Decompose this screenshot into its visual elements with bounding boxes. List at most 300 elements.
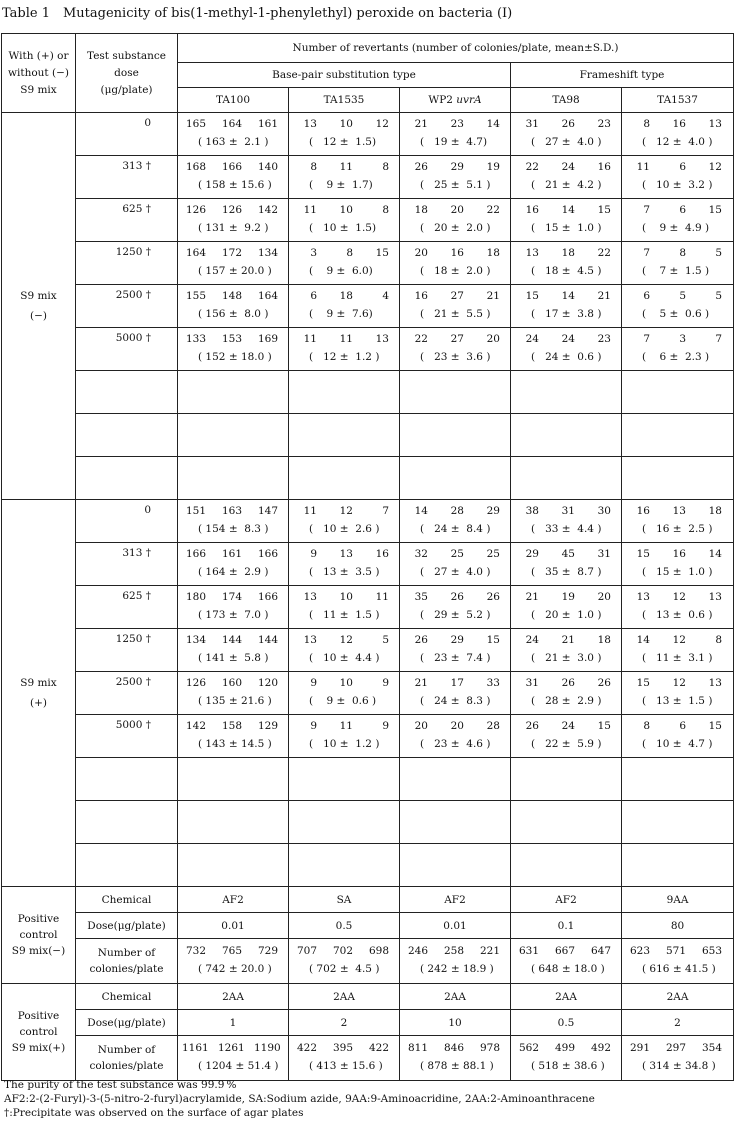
dose-cell: 625 † [76, 586, 178, 629]
mean-sd-value: ( 164 ± 2.9 ) [198, 566, 269, 578]
footnote: The purity of the test substance was 99.9 % [4, 1079, 237, 1091]
dose-label: Dose(μg/plate) [76, 913, 178, 939]
replicate-value: 9 [382, 720, 389, 732]
mean-sd-value: ( 6 ± 2.3 ) [642, 351, 710, 363]
replicate-value: 354 [701, 1042, 722, 1054]
value-cell [178, 586, 289, 629]
replicate-value: 11 [375, 591, 389, 603]
replicate-value: 6 [679, 720, 686, 732]
dose-cell: 5000 † [76, 715, 178, 758]
dose-cell: 10 [400, 1010, 511, 1036]
replicate-value: 35 [414, 591, 428, 603]
replicate-value: 19 [486, 161, 500, 173]
chemical-cell: 9AA [622, 887, 734, 913]
strain-header: TA98 [511, 88, 622, 113]
mean-sd-value: ( 10 ± 4.4 ) [309, 652, 380, 664]
base-pair-header: Base-pair substitution type [178, 63, 511, 88]
replicate-value: 15 [486, 634, 500, 646]
replicate-value: 26 [561, 118, 575, 130]
dose-cell: 5000 † [76, 328, 178, 371]
dose-cell: 2 [622, 1010, 734, 1036]
replicate-value: 7 [643, 204, 650, 216]
value-cell [289, 156, 400, 199]
mean-sd-value: ( 158 ± 15.6 ) [198, 179, 272, 191]
value-cell [289, 672, 400, 715]
dose-cell: 0.5 [511, 1010, 622, 1036]
mean-sd-value: ( 1204 ± 51.4 ) [198, 1060, 279, 1072]
footnotes [4, 1078, 595, 1120]
replicate-value: 702 [332, 945, 353, 957]
mean-sd-value: ( 163 ± 2.1 ) [198, 136, 269, 148]
empty-cell [400, 844, 511, 887]
replicate-value: 647 [590, 945, 611, 957]
replicate-value: 8 [382, 161, 389, 173]
value-cell [622, 156, 734, 199]
replicate-value: 13 [303, 118, 317, 130]
replicate-value: 20 [414, 247, 428, 259]
replicate-value: 15 [708, 204, 722, 216]
replicate-value: 6 [679, 161, 686, 173]
mean-sd-value: ( 157 ± 20.0 ) [198, 265, 272, 277]
replicate-value: 8 [715, 634, 722, 646]
dose-cell: 1250 † [76, 629, 178, 672]
value-cell [400, 156, 511, 199]
replicate-value: 133 [185, 333, 206, 345]
empty-cell [400, 758, 511, 801]
replicate-value: 422 [296, 1042, 317, 1054]
replicate-value: 29 [525, 548, 539, 560]
replicate-value: 25 [450, 548, 464, 560]
mean-sd-value: ( 143 ± 14.5 ) [198, 738, 272, 750]
replicate-value: 499 [554, 1042, 575, 1054]
mean-sd-value: ( 21 ± 3.0 ) [531, 652, 602, 664]
replicate-value: 13 [672, 505, 686, 517]
replicate-value: 21 [486, 290, 500, 302]
replicate-value: 20 [486, 333, 500, 345]
replicate-value: 297 [665, 1042, 686, 1054]
mean-sd-value: ( 15 ± 1.0 ) [531, 222, 602, 234]
replicate-value: 978 [479, 1042, 500, 1054]
mean-sd-value: ( 141 ± 5.8 ) [198, 652, 269, 664]
replicate-value: 13 [525, 247, 539, 259]
value-cell [289, 939, 400, 984]
replicate-value: 164 [221, 118, 242, 130]
empty-cell [178, 457, 289, 500]
replicate-value: 631 [518, 945, 539, 957]
empty-cell [178, 758, 289, 801]
replicate-value: 158 [221, 720, 242, 732]
empty-cell [76, 758, 178, 801]
value-cell [511, 156, 622, 199]
value-cell [289, 500, 400, 543]
replicate-value: 15 [597, 720, 611, 732]
value-cell [178, 156, 289, 199]
replicate-value: 1190 [254, 1042, 281, 1054]
mean-sd-value: ( 21 ± 4.2 ) [531, 179, 602, 191]
value-cell [400, 285, 511, 328]
replicate-value: 11 [339, 333, 353, 345]
replicate-value: 120 [257, 677, 278, 689]
dose-cell: 2500 † [76, 285, 178, 328]
value-cell [511, 199, 622, 242]
value-cell [289, 328, 400, 371]
mean-sd-value: ( 11 ± 3.1 ) [642, 652, 713, 664]
value-cell [622, 113, 734, 156]
replicate-value: 11 [303, 505, 317, 517]
mean-sd-value: ( 23 ± 4.6 ) [420, 738, 491, 750]
replicate-value: 11 [303, 333, 317, 345]
replicate-value: 3 [310, 247, 317, 259]
replicate-value: 33 [486, 677, 500, 689]
replicate-value: 12 [672, 634, 686, 646]
value-cell [178, 715, 289, 758]
replicate-value: 5 [382, 634, 389, 646]
mean-sd-value: ( 131 ± 9.2 ) [198, 222, 269, 234]
value-cell [622, 629, 734, 672]
dose-cell: 0 [76, 500, 178, 543]
replicate-value: 26 [561, 677, 575, 689]
mean-sd-value: ( 19 ± 4.7) [420, 136, 488, 148]
table-row [2, 758, 734, 801]
mean-sd-value: ( 29 ± 5.2 ) [420, 609, 491, 621]
dose-column-header: Test substance dose (μg/plate) [76, 34, 178, 113]
empty-cell [511, 457, 622, 500]
replicate-value: 7 [382, 505, 389, 517]
value-cell [400, 113, 511, 156]
replicate-value: 7 [715, 333, 722, 345]
replicate-value: 15 [375, 247, 389, 259]
mean-sd-value: ( 742 ± 20.0 ) [198, 963, 272, 975]
replicate-value: 8 [310, 161, 317, 173]
mean-sd-value: ( 27 ± 4.0 ) [420, 566, 491, 578]
replicate-value: 25 [486, 548, 500, 560]
replicate-value: 166 [185, 548, 206, 560]
mean-sd-value: ( 9 ± 0.6 ) [309, 695, 377, 707]
replicate-value: 19 [561, 591, 575, 603]
replicate-value: 21 [597, 290, 611, 302]
replicate-value: 12 [339, 634, 353, 646]
empty-cell [178, 844, 289, 887]
dose-cell: 2 [289, 1010, 400, 1036]
replicate-value: 13 [303, 591, 317, 603]
strain-header: TA1537 [622, 88, 734, 113]
table-row [2, 1010, 734, 1036]
value-cell [400, 543, 511, 586]
replicate-value: 24 [525, 634, 539, 646]
value-cell [289, 285, 400, 328]
replicate-value: 23 [597, 118, 611, 130]
empty-cell [289, 371, 400, 414]
mean-sd-value: ( 16 ± 2.5 ) [642, 523, 713, 535]
value-cell [178, 242, 289, 285]
empty-cell [511, 844, 622, 887]
table-row [2, 199, 734, 242]
replicate-value: 22 [486, 204, 500, 216]
replicate-value: 166 [257, 591, 278, 603]
replicate-value: 6 [643, 290, 650, 302]
replicate-value: 163 [221, 505, 242, 517]
table-row [2, 543, 734, 586]
replicate-value: 10 [339, 591, 353, 603]
replicate-value: 13 [339, 548, 353, 560]
table-title: Table 1 Mutagenicity of bis(1-methyl-1-phenylethyl) peroxide on bacteria (I) [2, 6, 513, 21]
mean-sd-value: ( 23 ± 3.6 ) [420, 351, 491, 363]
value-cell [400, 672, 511, 715]
replicate-value: 180 [185, 591, 206, 603]
mean-sd-value: ( 135 ± 21.6 ) [198, 695, 272, 707]
replicate-value: 18 [486, 247, 500, 259]
replicate-value: 142 [185, 720, 206, 732]
value-cell [289, 113, 400, 156]
replicate-value: 623 [629, 945, 650, 957]
replicate-value: 13 [636, 591, 650, 603]
replicate-value: 142 [257, 204, 278, 216]
replicate-value: 166 [221, 161, 242, 173]
mean-sd-value: ( 22 ± 5.9 ) [531, 738, 602, 750]
mean-sd-value: ( 10 ± 1.2 ) [309, 738, 380, 750]
replicate-value: 13 [303, 634, 317, 646]
mean-sd-value: ( 25 ± 5.1 ) [420, 179, 491, 191]
mean-sd-value: ( 21 ± 5.5 ) [420, 308, 491, 320]
replicate-value: 20 [414, 720, 428, 732]
replicate-value: 168 [185, 161, 206, 173]
replicate-value: 422 [368, 1042, 389, 1054]
chemical-cell: 2AA [622, 984, 734, 1010]
replicate-value: 21 [561, 634, 575, 646]
value-cell [622, 285, 734, 328]
replicate-value: 291 [629, 1042, 650, 1054]
replicate-value: 1261 [218, 1042, 245, 1054]
mean-sd-value: ( 152 ± 18.0 ) [198, 351, 272, 363]
mean-sd-value: ( 314 ± 34.8 ) [642, 1060, 716, 1072]
replicate-value: 151 [185, 505, 206, 517]
mean-sd-value: ( 156 ± 8.0 ) [198, 308, 269, 320]
replicate-value: 148 [221, 290, 242, 302]
empty-cell [178, 371, 289, 414]
value-cell [511, 629, 622, 672]
replicate-value: 246 [407, 945, 428, 957]
table-row [2, 457, 734, 500]
replicate-value: 9 [310, 677, 317, 689]
replicate-value: 11 [339, 161, 353, 173]
empty-cell [622, 371, 734, 414]
mean-sd-value: ( 616 ± 41.5 ) [642, 963, 716, 975]
replicate-value: 571 [665, 945, 686, 957]
value-cell [511, 113, 622, 156]
chemical-cell: 2AA [289, 984, 400, 1010]
replicate-value: 26 [525, 720, 539, 732]
value-cell [178, 285, 289, 328]
mean-sd-value: ( 10 ± 1.5) [309, 222, 377, 234]
value-cell [622, 543, 734, 586]
replicate-value: 16 [375, 548, 389, 560]
footnote: †:Precipitate was observed on the surface of agar plates [4, 1107, 304, 1119]
results-table [1, 33, 734, 1081]
replicate-value: 28 [486, 720, 500, 732]
table-row [2, 1036, 734, 1081]
replicate-value: 11 [339, 720, 353, 732]
table-row [2, 801, 734, 844]
chemical-cell: 2AA [400, 984, 511, 1010]
replicate-value: 14 [414, 505, 428, 517]
replicate-value: 14 [486, 118, 500, 130]
replicate-value: 30 [597, 505, 611, 517]
replicate-value: 14 [708, 548, 722, 560]
replicate-value: 18 [708, 505, 722, 517]
replicate-value: 29 [450, 634, 464, 646]
replicate-value: 765 [221, 945, 242, 957]
replicate-value: 18 [339, 290, 353, 302]
replicate-value: 126 [185, 677, 206, 689]
table-row [2, 328, 734, 371]
empty-cell [289, 457, 400, 500]
replicate-value: 653 [701, 945, 722, 957]
replicate-value: 16 [450, 247, 464, 259]
revertants-header: Number of revertants (number of colonies/plate, mean±S.D.) [178, 34, 734, 63]
replicate-value: 20 [450, 204, 464, 216]
chemical-cell: SA [289, 887, 400, 913]
mean-sd-value: ( 17 ± 3.8 ) [531, 308, 602, 320]
replicate-value: 8 [643, 720, 650, 732]
table-row [2, 156, 734, 199]
replicate-value: 12 [708, 161, 722, 173]
replicate-value: 6 [310, 290, 317, 302]
empty-cell [622, 801, 734, 844]
empty-cell [511, 758, 622, 801]
table-row [2, 844, 734, 887]
empty-cell [622, 758, 734, 801]
strain-header: TA1535 [289, 88, 400, 113]
chemical-label: Chemical [76, 984, 178, 1010]
value-cell [511, 1036, 622, 1081]
s9-column-header: With (+) or without (−) S9 mix [2, 34, 76, 113]
value-cell [622, 328, 734, 371]
replicate-value: 140 [257, 161, 278, 173]
replicate-value: 4 [382, 290, 389, 302]
replicate-value: 24 [561, 333, 575, 345]
value-cell [178, 328, 289, 371]
empty-cell [511, 371, 622, 414]
value-cell [400, 629, 511, 672]
replicate-value: 164 [257, 290, 278, 302]
replicate-value: 15 [636, 677, 650, 689]
replicate-value: 13 [708, 118, 722, 130]
table-row [2, 984, 734, 1010]
replicate-value: 667 [554, 945, 575, 957]
value-cell [511, 543, 622, 586]
mean-sd-value: ( 11 ± 1.5 ) [309, 609, 380, 621]
table-row [2, 939, 734, 984]
table-row [2, 285, 734, 328]
value-cell [400, 242, 511, 285]
colonies-label: Number of colonies/plate [76, 939, 178, 984]
mean-sd-value: ( 9 ± 7.6) [309, 308, 373, 320]
value-cell [511, 715, 622, 758]
value-cell [622, 242, 734, 285]
mean-sd-value: ( 20 ± 2.0 ) [420, 222, 491, 234]
dose-cell: 0.5 [289, 913, 400, 939]
empty-cell [622, 844, 734, 887]
replicate-value: 9 [310, 548, 317, 560]
empty-cell [622, 414, 734, 457]
value-cell [289, 242, 400, 285]
replicate-value: 126 [221, 204, 242, 216]
replicate-value: 492 [590, 1042, 611, 1054]
replicate-value: 221 [479, 945, 500, 957]
dose-cell: 0.01 [400, 913, 511, 939]
mean-sd-value: ( 18 ± 2.0 ) [420, 265, 491, 277]
replicate-value: 147 [257, 505, 278, 517]
replicate-value: 26 [486, 591, 500, 603]
replicate-value: 15 [636, 548, 650, 560]
replicate-value: 126 [185, 204, 206, 216]
replicate-value: 14 [561, 204, 575, 216]
mean-sd-value: ( 15 ± 1.0 ) [642, 566, 713, 578]
replicate-value: 14 [636, 634, 650, 646]
table-row [2, 715, 734, 758]
value-cell [622, 939, 734, 984]
value-cell [622, 672, 734, 715]
replicate-value: 28 [450, 505, 464, 517]
replicate-value: 155 [185, 290, 206, 302]
replicate-value: 5 [715, 290, 722, 302]
replicate-value: 8 [382, 204, 389, 216]
value-cell [400, 586, 511, 629]
value-cell [400, 715, 511, 758]
replicate-value: 26 [450, 591, 464, 603]
replicate-value: 32 [414, 548, 428, 560]
empty-cell [76, 801, 178, 844]
replicate-value: 21 [414, 677, 428, 689]
value-cell [289, 543, 400, 586]
empty-cell [511, 414, 622, 457]
value-cell [178, 500, 289, 543]
value-cell [289, 629, 400, 672]
table-row [2, 113, 734, 156]
empty-cell [400, 371, 511, 414]
value-cell [289, 199, 400, 242]
mean-sd-value: ( 24 ± 8.4 ) [420, 523, 491, 535]
dose-cell: 0 [76, 113, 178, 156]
value-cell [289, 715, 400, 758]
replicate-value: 129 [257, 720, 278, 732]
replicate-value: 144 [221, 634, 242, 646]
replicate-value: 9 [310, 720, 317, 732]
value-cell [289, 1036, 400, 1081]
mean-sd-value: ( 13 ± 0.6 ) [642, 609, 713, 621]
value-cell [622, 1036, 734, 1081]
value-cell [622, 586, 734, 629]
replicate-value: 38 [525, 505, 539, 517]
value-cell [511, 285, 622, 328]
replicate-value: 15 [525, 290, 539, 302]
mean-sd-value: ( 23 ± 7.4 ) [420, 652, 491, 664]
mean-sd-value: ( 33 ± 4.4 ) [531, 523, 602, 535]
replicate-value: 10 [339, 677, 353, 689]
replicate-value: 8 [679, 247, 686, 259]
value-cell [289, 586, 400, 629]
table-row [2, 414, 734, 457]
value-cell [400, 328, 511, 371]
value-cell [622, 500, 734, 543]
chemical-cell: AF2 [511, 887, 622, 913]
replicate-value: 27 [450, 290, 464, 302]
s9-group-label: S9 mix (+) [2, 500, 76, 887]
replicate-value: 24 [561, 720, 575, 732]
mean-sd-value: ( 27 ± 4.0 ) [531, 136, 602, 148]
empty-cell [400, 457, 511, 500]
replicate-value: 13 [375, 333, 389, 345]
